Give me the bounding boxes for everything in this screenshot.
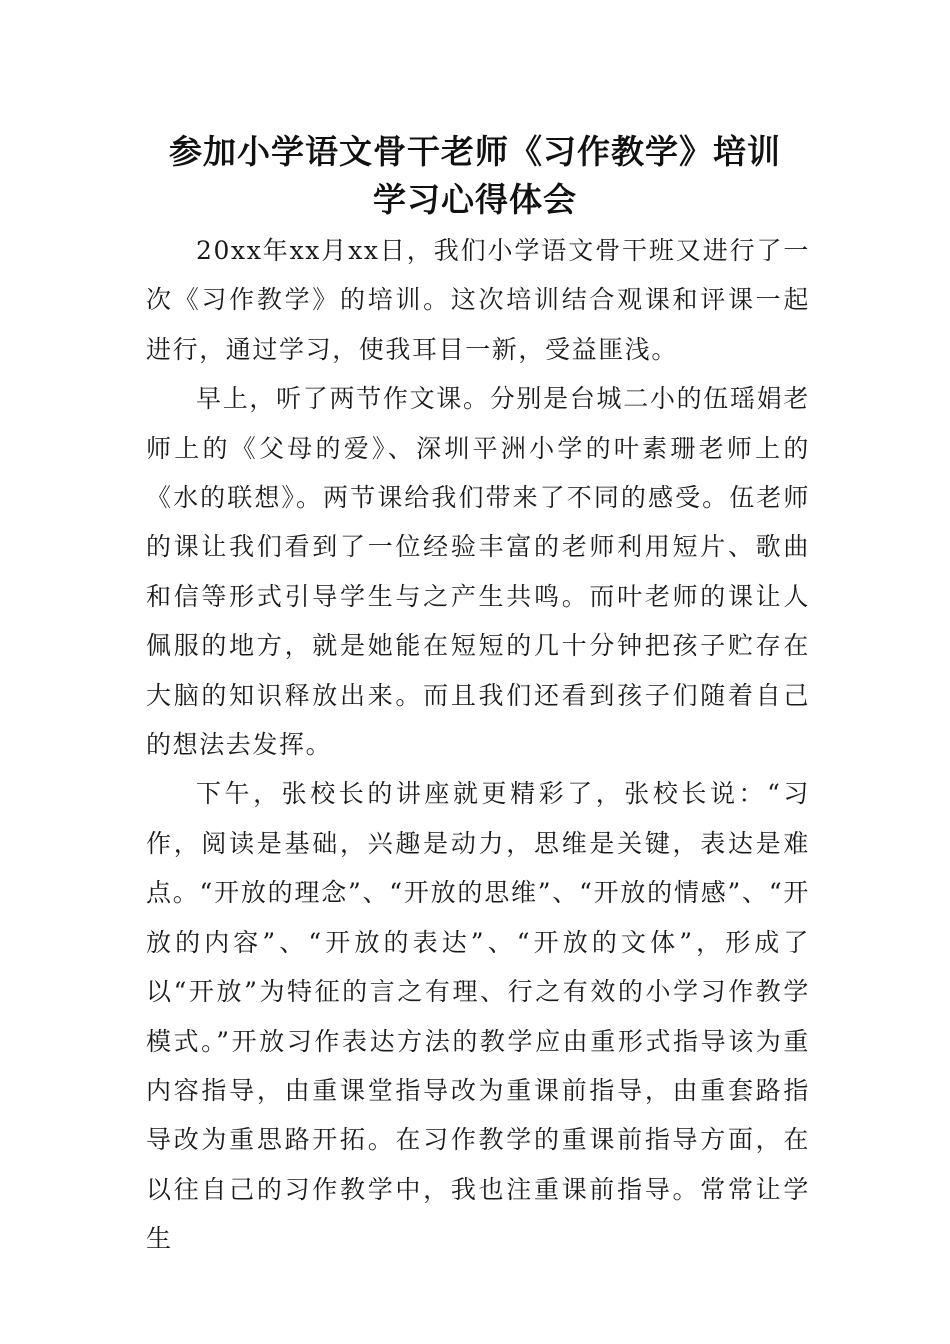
document-title-line-2: 学习心得体会 <box>373 180 577 219</box>
document-body <box>146 226 810 1264</box>
document-title-line-1: 参加小学语文骨干老师《习作教学》培训 <box>169 132 781 171</box>
paragraph-3: 下午，张校长的讲座就更精彩了，张校长说：“习作，阅读是基础，兴趣是动力，思维是关键，表达是难点。“开放的理念”、“开放的思维”、“开放的情感”、“开放的内容”、“开放的表达”、“开放的文体”，形成了以“开放”为特征的言之有理、行之有效的小学习作教学模式。”开放习作表达方法的教学应由重形式指导该为重内容指导，由重课堂指导改为重课前指导，由重套路指导改为重思路开拓。在习作教学的重课前指导方面，在以往自己的习作教学中，我也注重课前指导。常常让学生 <box>146 779 810 1254</box>
paragraph-1: 20xx年xx月xx日，我们小学语文骨干班又进行了一次《习作教学》的培训。这次培训结合观课和评课一起进行，通过学习，使我耳目一新，受益匪浅。 <box>146 236 810 364</box>
paragraph-2: 早上，听了两节作文课。分别是台城二小的伍瑶娟老师上的《父母的爱》、深圳平洲小学的叶素珊老师上的《水的联想》。两节课给我们带来了不同的感受。伍老师的课让我们看到了一位经验丰富的老师利用短片、歌曲和信等形式引导学生与之产生共鸣。而叶老师的课让人佩服的地方，就是她能在短短的几十分钟把孩子贮存在大脑的知识释放出来。而且我们还看到孩子们随着自己的想法去发挥。 <box>146 384 810 760</box>
